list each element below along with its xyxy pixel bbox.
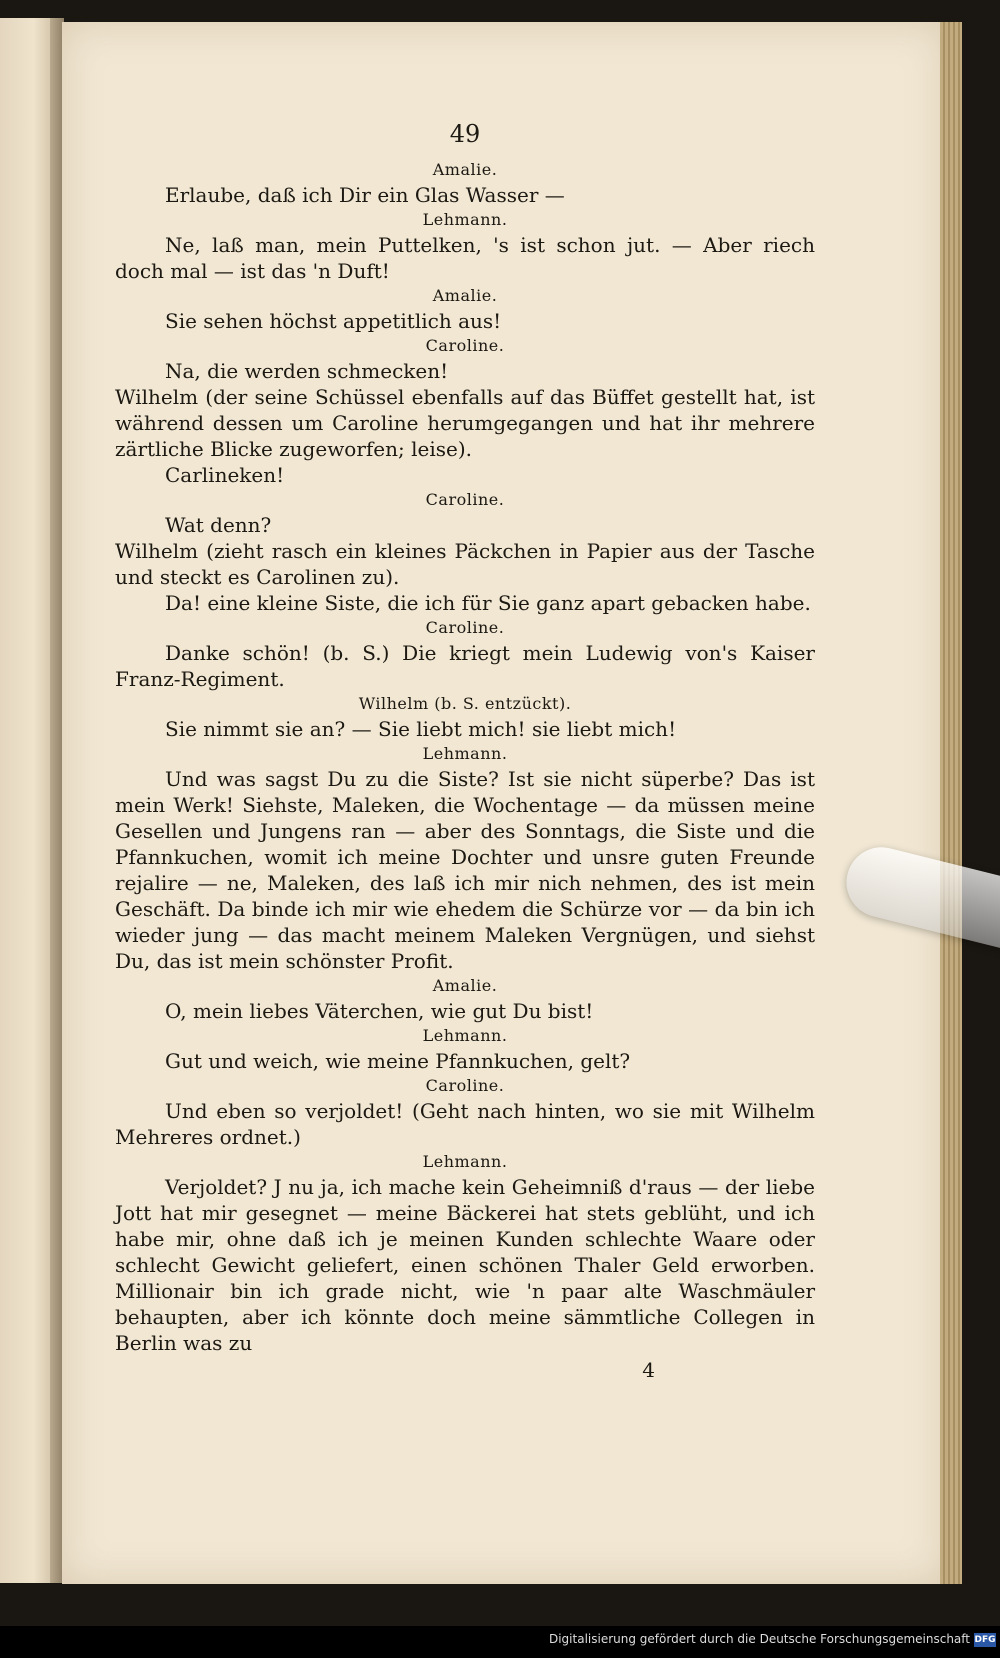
- dialogue-text: Da! eine kleine Siste, die ich für Sie ganz apart gebacken habe.: [165, 591, 811, 615]
- speaker-name: Amalie.: [432, 286, 498, 305]
- footer-bar: [0, 1626, 1000, 1658]
- signature-mark: 4: [642, 1358, 655, 1382]
- footer-credit: Digitalisierung gefördert durch die Deutsche Forschungsgemeinschaft: [548, 1632, 970, 1646]
- speaker-name: Wilhelm (b. S. entzückt).: [358, 694, 572, 713]
- speaker-name: Caroline.: [425, 1076, 505, 1095]
- speaker-name: Lehmann.: [422, 1152, 508, 1171]
- speaker-name: Amalie.: [432, 160, 498, 179]
- dialogue-text: Na, die werden schmecken!: [165, 359, 449, 383]
- dialogue-text: Gut und weich, wie meine Pfannkuchen, gelt?: [165, 1049, 631, 1073]
- facing-page-edge: [0, 18, 56, 1583]
- page-content: [115, 112, 815, 1384]
- speaker-name: Lehmann.: [422, 744, 508, 763]
- stage-direction: Wilhelm (der seine Schüssel ebenfalls auf das Büffet gestellt hat, ist während dessen um Caroline herumgegangen und hat ihr mehrere zärtliche Blicke zugeworfen; leise).: [115, 385, 815, 461]
- dialogue-text: O, mein liebes Väterchen, wie gut Du bist!: [165, 999, 594, 1023]
- speaker-name: Caroline.: [425, 618, 505, 637]
- speaker-name: Caroline.: [425, 336, 505, 355]
- dialogue-text: Erlaube, daß ich Dir ein Glas Wasser —: [165, 183, 565, 207]
- speaker-name: Amalie.: [432, 976, 498, 995]
- stage-direction: Wilhelm (zieht rasch ein kleines Päckchen in Papier aus der Tasche und steckt es Carolinen zu).: [115, 539, 815, 589]
- dialogue-text: Carlineken!: [165, 463, 285, 487]
- dialogue-text: Verjoldet? J nu ja, ich mache kein Geheimniß d'raus — der liebe Jott hat mir gesegnet — meine Bäckerei hat stets geblüht, und ich habe mir, ohne daß ich je meinen Kunden schlechte Waare oder schlecht Gewicht geliefert, einen schönen Thaler Geld erworben. Millionair bin ich grade nicht, wie 'n paar alte Waschmäuler behaupten, aber ich könnte doch meine sämmtliche Collegen in Berlin was zu: [115, 1175, 815, 1355]
- dialogue-text: Sie sehen höchst appetitlich aus!: [165, 309, 502, 333]
- speaker-name: Lehmann.: [422, 1026, 508, 1045]
- dialogue-text: Und was sagst Du zu die Siste? Ist sie nicht süperbe? Das ist mein Werk! Siehste, Maleken, die Wochentage — da müssen meine Gesellen und Jungens ran — aber des Sonntags, die Siste und die Pfannkuchen, womit ich meine Dochter und unsre guten Freunde rejalire — ne, Maleken, des laß ich mir nich nehmen, des ist mein Geschäft. Da binde ich mir wie ehedem die Schürze vor — da bin ich wieder jung — das macht meinem Maleken Vergnügen, und siehst Du, das ist mein schönster Profit.: [115, 767, 815, 973]
- speaker-name: Caroline.: [425, 490, 505, 509]
- page-stack-edge: [940, 22, 962, 1584]
- dialogue-text: Wat denn?: [165, 513, 272, 537]
- dialogue-text: Und eben so verjoldet! (Geht nach hinten, wo sie mit Wilhelm Mehreres ordnet.): [115, 1099, 815, 1149]
- speaker-name: Lehmann.: [422, 210, 508, 229]
- dialogue-text: Sie nimmt sie an? — Sie liebt mich! sie liebt mich!: [165, 717, 677, 741]
- dialogue-text: Danke schön! (b. S.) Die kriegt mein Ludewig von's Kaiser Franz-Regiment.: [115, 641, 815, 691]
- page-number: 49: [449, 120, 481, 148]
- dialogue-text: Ne, laß man, mein Puttelken, 's ist schon jut. — Aber riech doch mal — ist das 'n Duft!: [115, 233, 815, 283]
- text-body: [115, 158, 815, 1356]
- dfg-logo: DFG: [974, 1635, 996, 1645]
